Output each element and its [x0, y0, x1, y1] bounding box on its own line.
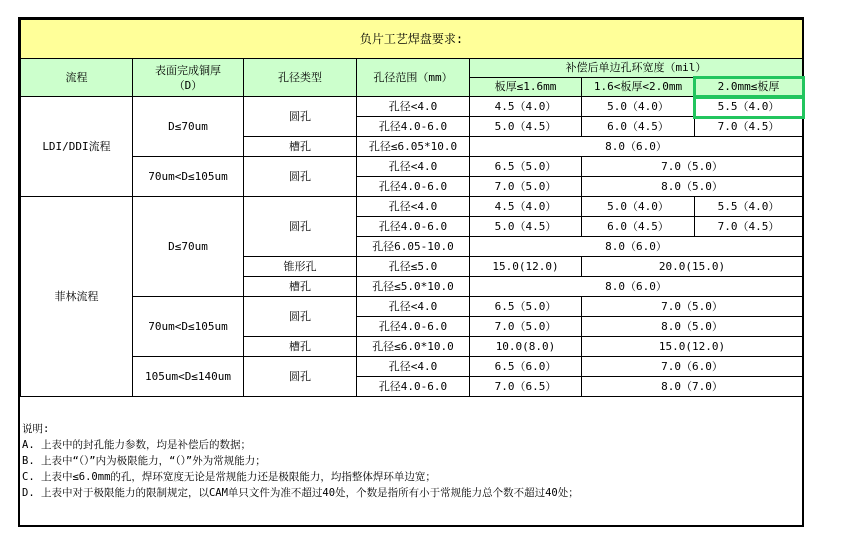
- hole-range-cell[interactable]: 孔径≤6.0*10.0: [357, 337, 470, 357]
- value-cell[interactable]: 6.0（4.5）: [582, 217, 695, 237]
- value-cell[interactable]: 7.0（4.5）: [695, 217, 803, 237]
- hole-type-cell[interactable]: 槽孔: [244, 137, 357, 157]
- value-cell[interactable]: 6.5（5.0）: [470, 157, 582, 177]
- value-cell[interactable]: 8.0（5.0）: [582, 177, 803, 197]
- table-title[interactable]: 负片工艺焊盘要求:: [21, 20, 803, 59]
- note-line: C. 上表中≤6.0mm的孔，焊环宽度无论是常规能力还是极限能力，均指整体焊环单边宽；: [22, 471, 436, 483]
- header-process[interactable]: 流程: [21, 59, 133, 97]
- hole-range-cell[interactable]: 孔径≤5.0: [357, 257, 470, 277]
- header-board-thick[interactable]: 2.0mm≤板厚: [695, 78, 803, 97]
- value-cell[interactable]: 8.0（6.0）: [470, 137, 803, 157]
- header-board-mid[interactable]: 1.6<板厚<2.0mm: [582, 78, 695, 97]
- value-cell[interactable]: 20.0(15.0): [582, 257, 803, 277]
- hole-range-cell[interactable]: 孔径<4.0: [357, 357, 470, 377]
- value-cell[interactable]: 5.0（4.0）: [582, 197, 695, 217]
- hole-range-cell[interactable]: 孔径4.0-6.0: [357, 177, 470, 197]
- value-cell[interactable]: 10.0(8.0): [470, 337, 582, 357]
- value-cell[interactable]: 15.0(12.0): [582, 337, 803, 357]
- value-cell[interactable]: 4.5（4.0）: [470, 197, 582, 217]
- value-cell[interactable]: 7.0（6.0）: [582, 357, 803, 377]
- note-line: D. 上表中对于极限能力的限制规定，以CAM单只文件为准不超过40处，个数是指所有小于常规能力总个数不超过40处；: [22, 487, 579, 499]
- value-cell[interactable]: 5.0（4.5）: [470, 117, 582, 137]
- value-cell[interactable]: 7.0（5.0）: [470, 317, 582, 337]
- value-cell[interactable]: 8.0（5.0）: [582, 317, 803, 337]
- hole-range-cell[interactable]: 孔径≤6.05*10.0: [357, 137, 470, 157]
- thickness-cell[interactable]: D≤70um: [133, 197, 244, 297]
- thickness-cell[interactable]: 105um<D≤140um: [133, 357, 244, 397]
- hole-type-cell[interactable]: 锥形孔: [244, 257, 357, 277]
- thickness-cell[interactable]: D≤70um: [133, 97, 244, 157]
- pad-requirements-table: [20, 19, 803, 397]
- value-cell[interactable]: 5.0（4.0）: [582, 97, 695, 117]
- hole-type-cell[interactable]: 圆孔: [244, 357, 357, 397]
- value-cell[interactable]: 4.5（4.0）: [470, 97, 582, 117]
- hole-range-cell[interactable]: 孔径4.0-6.0: [357, 377, 470, 397]
- header-thickness[interactable]: 表面完成铜厚 （D）: [133, 59, 244, 97]
- process-ldi[interactable]: LDI/DDI流程: [21, 97, 133, 197]
- notes-heading: 说明:: [22, 423, 50, 435]
- value-cell[interactable]: 15.0(12.0): [470, 257, 582, 277]
- hole-type-cell[interactable]: 圆孔: [244, 297, 357, 337]
- hole-range-cell[interactable]: 孔径<4.0: [357, 197, 470, 217]
- value-cell[interactable]: 5.0（4.5）: [470, 217, 582, 237]
- notes-block[interactable]: [22, 421, 792, 501]
- hole-range-cell[interactable]: 孔径<4.0: [357, 157, 470, 177]
- value-cell[interactable]: 5.5（4.0）: [695, 197, 803, 217]
- hole-type-cell[interactable]: 圆孔: [244, 197, 357, 257]
- value-cell[interactable]: 7.0（5.0）: [582, 297, 803, 317]
- hole-range-cell[interactable]: 孔径4.0-6.0: [357, 217, 470, 237]
- hole-range-cell[interactable]: 孔径6.05-10.0: [357, 237, 470, 257]
- value-cell[interactable]: 7.0（5.0）: [470, 177, 582, 197]
- hole-range-cell[interactable]: 孔径4.0-6.0: [357, 117, 470, 137]
- hole-range-cell[interactable]: 孔径<4.0: [357, 297, 470, 317]
- note-line: A. 上表中的封孔能力参数，均是补偿后的数据；: [22, 439, 251, 451]
- value-cell[interactable]: 6.0（4.5）: [582, 117, 695, 137]
- value-cell[interactable]: 6.5（5.0）: [470, 297, 582, 317]
- header-hole-range[interactable]: 孔径范围（mm）: [357, 59, 470, 97]
- hole-range-cell[interactable]: 孔径≤5.0*10.0: [357, 277, 470, 297]
- thickness-cell[interactable]: 70um<D≤105um: [133, 297, 244, 357]
- value-cell[interactable]: 8.0（7.0）: [582, 377, 803, 397]
- value-cell[interactable]: 8.0（6.0）: [470, 237, 803, 257]
- spreadsheet-area: [18, 17, 804, 527]
- header-board-thin[interactable]: 板厚≤1.6mm: [470, 78, 582, 97]
- hole-type-cell[interactable]: 圆孔: [244, 157, 357, 197]
- hole-type-cell[interactable]: 圆孔: [244, 97, 357, 137]
- value-cell-highlighted[interactable]: 5.5（4.0）: [695, 97, 803, 117]
- value-cell[interactable]: 7.0（6.5）: [470, 377, 582, 397]
- header-ring-width[interactable]: 补偿后单边孔环宽度（mil）: [470, 59, 803, 78]
- value-cell[interactable]: 6.5（6.0）: [470, 357, 582, 377]
- note-line: B. 上表中“（）”内为极限能力，“（）”外为常规能力；: [22, 455, 266, 467]
- hole-type-cell[interactable]: 槽孔: [244, 277, 357, 297]
- hole-range-cell[interactable]: 孔径<4.0: [357, 97, 470, 117]
- process-feilin[interactable]: 菲林流程: [21, 197, 133, 397]
- value-cell[interactable]: 7.0（4.5）: [695, 117, 803, 137]
- value-cell[interactable]: 8.0（6.0）: [470, 277, 803, 297]
- header-hole-type[interactable]: 孔径类型: [244, 59, 357, 97]
- hole-type-cell[interactable]: 槽孔: [244, 337, 357, 357]
- hole-range-cell[interactable]: 孔径4.0-6.0: [357, 317, 470, 337]
- thickness-cell[interactable]: 70um<D≤105um: [133, 157, 244, 197]
- value-cell[interactable]: 7.0（5.0）: [582, 157, 803, 177]
